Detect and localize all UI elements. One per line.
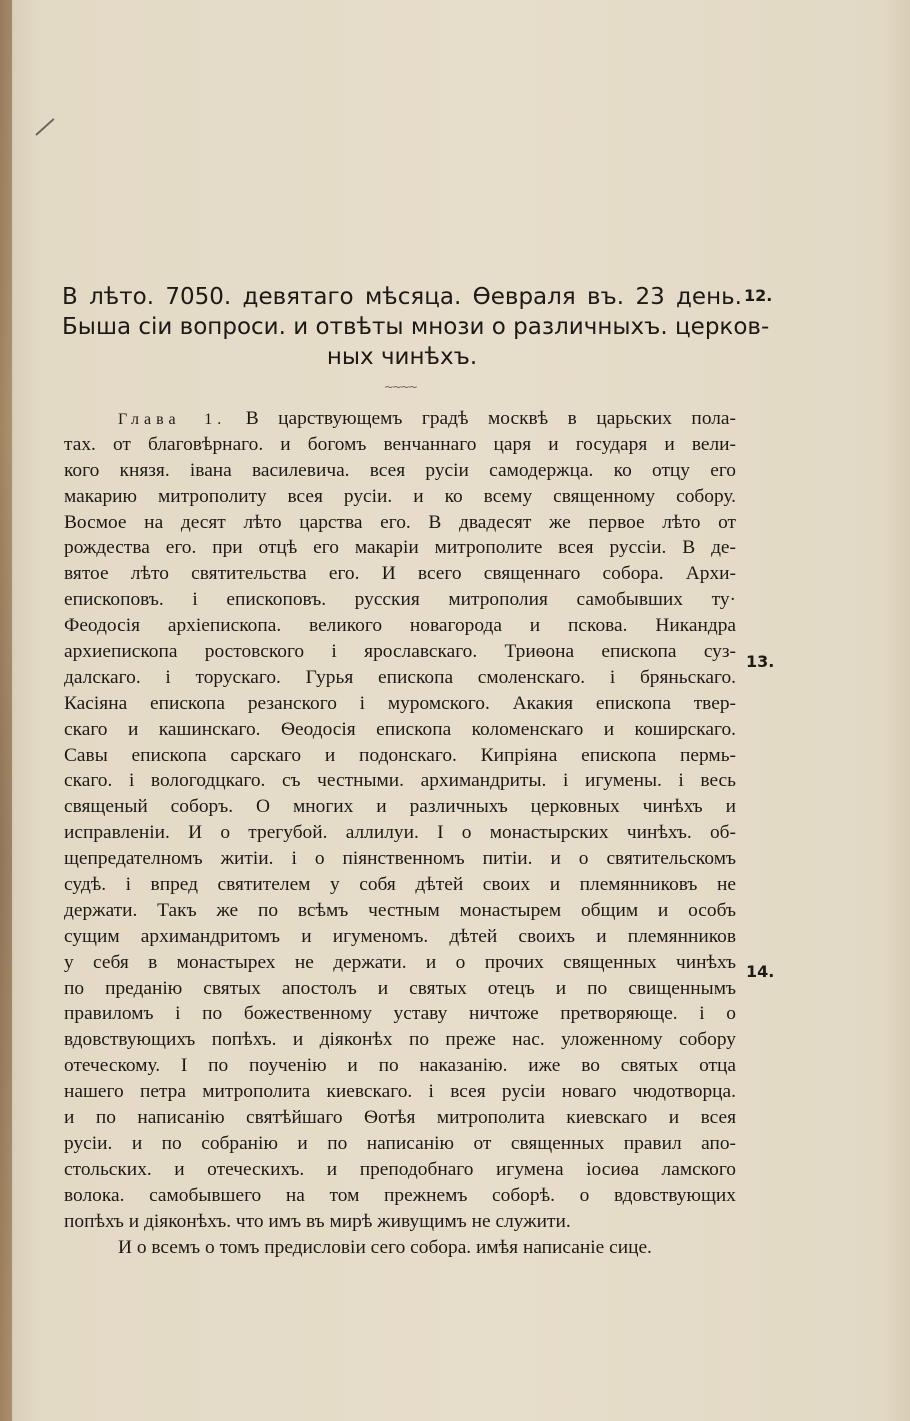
text-line: далскаго. і торускаго. Гурья епископа смоленскаго. і бряньскаго. <box>64 666 736 688</box>
pencil-mark <box>35 118 54 136</box>
text-line: макарию митрополиту всея русіи. и ко всему священному собору. <box>64 485 736 507</box>
text-line: Феодосія архіепископа. великого новагорода и пскова. Никандра <box>64 615 736 637</box>
text-line: рождества его. при отцѣ его макаріи митрополите всея руссіи. В де- <box>64 537 736 559</box>
text-line: правиломъ і по божественному уставу ничтоже претворяюще. і о <box>64 1003 736 1025</box>
heading-line-1: В лѣто. 7050. девятаго мѣсяца. Ѳевраля въ. 23 день. <box>62 284 742 310</box>
text-line: священый соборъ. О многих и различныхъ церковных чинѣхъ и <box>64 796 736 818</box>
text-line: скаго. і вологодцкаго. съ честными. архимандриты. і игумены. і весь <box>64 770 736 792</box>
text-line: епископовъ. і епископовъ. русския митрополия самобывших ту· <box>64 589 736 611</box>
text-line: щепредателномъ житіи. і о піянственномъ питіи. и о святительскомъ <box>64 848 736 870</box>
text-line: стольских. и отеческихъ. и преподобнаго игумена іосиѳа ламского <box>64 1158 736 1180</box>
text-line: вдовствующихъ попѣхъ. и діяконѣх по преже нас. уложенному собору <box>64 1029 736 1051</box>
text-line: сущим архимандритомъ и игуменомъ. дѣтей своихъ и племянников <box>64 925 736 947</box>
margin-number-13: 13. <box>746 652 775 671</box>
text-line: вятое лѣто святительства его. И всего священнаго собора. Архи- <box>64 563 736 585</box>
heading-line-2: Быша сіи вопроси. и отвѣты мнози о различныхъ. церков- <box>62 314 770 340</box>
paragraph-first-line-text: В царствующемъ градѣ москвѣ в царьских пола- <box>245 408 736 429</box>
ornament-divider: ~~~~ <box>383 380 417 394</box>
margin-number-14: 14. <box>746 962 775 981</box>
book-spine-edge <box>0 0 12 1421</box>
text-line: скаго и кашинскаго. Ѳеодосія епископа коломенскаго и коширскаго. <box>64 718 736 740</box>
text-line: у себя в монастырех не держати. и о прочих священных чинѣхъ <box>64 951 736 973</box>
text-line: Касіяна епископа резанского і муромского. Акакия епископа твер- <box>64 692 736 714</box>
text-line: нашего петра митрополита киевскаго. і всея русіи новаго чюдотворца. <box>64 1081 736 1103</box>
paragraph-1-lines <box>64 432 736 1235</box>
body-text <box>64 406 736 1260</box>
text-line: отеческому. І по поученію и по наказанію. иже во святых отца <box>64 1055 736 1077</box>
text-line: попѣхъ и діяконѣхъ. что имъ въ мирѣ живущимъ не служити. <box>64 1210 571 1232</box>
text-line: и по написанію святѣйшаго Ѳотѣя митрополита киевскаго и всея <box>64 1107 736 1129</box>
text-line: тах. от благовѣрнаго. и богомъ венчаннаго царя и государя и вели- <box>64 433 736 455</box>
heading-line-3: ных чинѣхъ. <box>326 344 478 370</box>
text-line: русіи. и по собранію и по написанію от священных правил апо- <box>64 1132 736 1154</box>
text-line: судѣ. і впред святителем у собя дѣтей своих и племянниковъ не <box>64 874 736 896</box>
text-line: Восмое на десят лѣто царства его. В двадесят же первое лѣто от <box>64 511 736 533</box>
text-line: исправленіи. И о трегубой. аллилуи. І о монастырских чинѣхъ. об- <box>64 822 736 844</box>
text-line: по преданію святых апостолъ и святых отецъ и по свищеннымъ <box>64 977 736 999</box>
chapter-label: Глава 1. <box>118 411 227 428</box>
text-line: кого князя. івана василевича. всея русіи самодержца. ко отцу его <box>64 459 736 481</box>
text-line: Савы епископа сарскаго и подонскаго. Кипріяна епископа пермь- <box>64 744 736 766</box>
paragraph-2: И о всемъ о томъ предисловіи сего собора. имѣя написаніе сице. <box>118 1236 652 1258</box>
paragraph-first-line <box>64 406 736 432</box>
text-line: волока. самобывшего на том прежнемъ соборѣ. о вдовствующих <box>64 1184 736 1206</box>
margin-number-12: 12. <box>744 286 773 305</box>
text-line: держати. Такъ же по всѣмъ честным монастырем общим и особъ <box>64 899 736 921</box>
text-line: архиепископа ростовского і ярославскаго. Триѳона епископа суз- <box>64 641 736 663</box>
